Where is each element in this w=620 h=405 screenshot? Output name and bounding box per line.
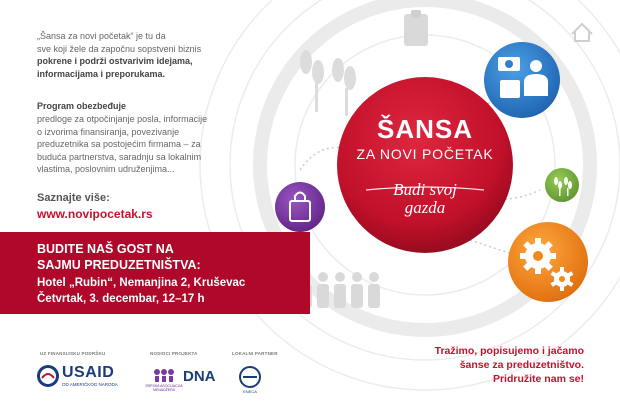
usaid-label: USAID [62, 364, 115, 381]
banner-line-1: BUDITE NAŠ GOST NA [37, 242, 174, 256]
slogan-line-1: Budi svoj [393, 180, 457, 199]
banner-line-2: SAJMU PREDUZETNIŠTVA: [37, 258, 201, 272]
sponsor-caption-1: UZ FINANSIJSKU PODRŠKU [40, 351, 106, 356]
usaid-subtitle: OD AMERIČKOG NARODA [62, 382, 118, 387]
program-line: predloge za otpočinjanje posla, informacije [37, 114, 208, 124]
program-line: o izvorima finansiranja, povezivanje [37, 126, 180, 137]
enea-logo [240, 367, 260, 387]
intro-line-3: pokrene i podrži ostvarivim idejama, [37, 56, 193, 66]
program-line: preduzetnika sa postojećim firmama – za [37, 139, 201, 149]
circle-title [350, 115, 500, 217]
title-sansa: ŠANSA [376, 114, 473, 144]
intro-line-2: sve koji žele da započnu sopstveni biznis [37, 43, 202, 54]
title-subtitle: ZA NOVI POČETAK [356, 146, 494, 162]
enea-label: ENECA [243, 389, 257, 394]
dna-label: DNA [183, 368, 216, 385]
closing-line-1: Tražimo, popisujemo i jačamo [434, 345, 584, 357]
intro-line-4: informacijama i preporukama. [37, 68, 166, 79]
learn-more-label: Saznajte više: [37, 192, 110, 204]
intro-text [37, 30, 252, 80]
shopping-bag-icon [275, 182, 325, 232]
program-text [37, 113, 272, 176]
sma-label: SRPSKA ASOCIJACIJA MENADŽERA [145, 384, 183, 392]
event-banner [0, 232, 310, 314]
sponsor-caption-2: NOSIOCI PROJEKTA [150, 351, 198, 356]
intro-line-1: „Šansa za novi početak“ je tu da [37, 31, 166, 41]
sma-logo [154, 369, 174, 382]
gears-icon [508, 222, 588, 302]
home-icon [572, 24, 592, 41]
clipboard-icon [404, 10, 428, 46]
program-line: buduća partnerstva, saradnju sa lokalnim [37, 151, 202, 162]
presenter-icon [484, 42, 560, 118]
usaid-logo [37, 365, 59, 387]
closing-line-2: šanse za preduzetništvo. [459, 359, 584, 371]
closing-text [435, 344, 584, 386]
slogan-line-2: gazda [404, 198, 446, 217]
wheat-icon-green [545, 168, 579, 202]
program-line: vlastima, poslovnim udruženjima... [37, 164, 175, 174]
banner-line-4: Četvrtak, 3. decembar, 12–17 h [37, 293, 205, 305]
website-link[interactable]: www.novipocetak.rs [37, 207, 153, 221]
sponsor-caption-3: LOKALNI PARTNER [232, 351, 278, 356]
program-title: Program obezbeđuje [37, 101, 127, 111]
banner-line-3: Hotel „Rubin“, Nemanjina 2, Kruševac [37, 277, 246, 289]
closing-line-3: Pridružite nam se! [492, 373, 584, 385]
